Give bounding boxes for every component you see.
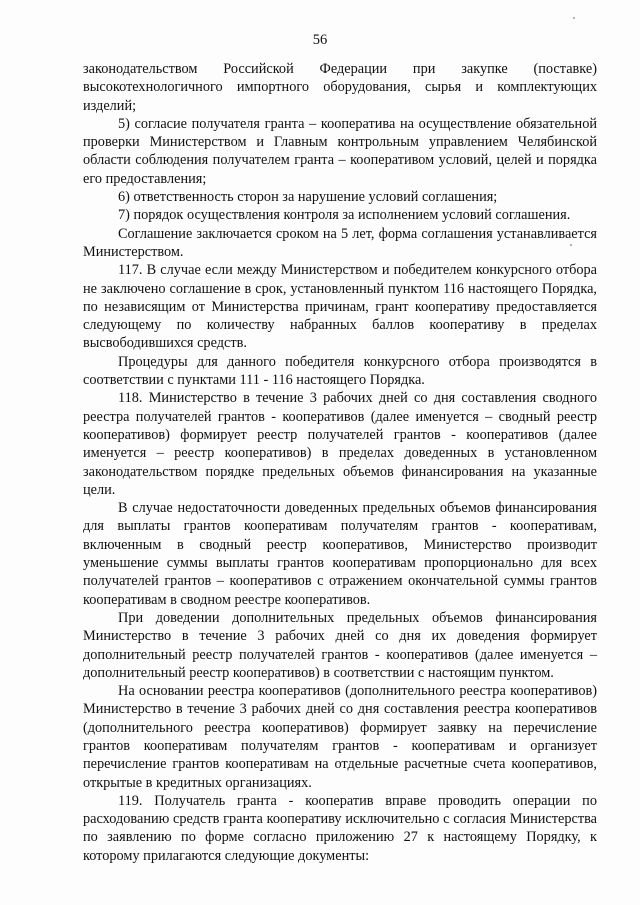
paragraph-clause-117: 117. В случае если между Министерством и победителем конкурсного отбора не заключено соглашение в срок, установленный пунктом 116 настоящего Порядка, по независящим от Министерства причинам, грант кооперативу предоставляется следующему по количеству набранных баллов кооперативу в пределах высвободившихся средств.	[83, 262, 597, 352]
paragraph-insufficient-funding: В случае недостаточности доведенных предельных объемов финансирования для выплаты грантов кооперативам получателям грантов - кооперативам, включенным в сводный реестр кооперативов, Министерство производит уменьшение суммы выплаты грантов кооперативам пропорционально для всех получателей грантов – кооперативов с отражением окончательной суммы грантов кооперативам в сводном реестре кооперативов.	[83, 500, 597, 608]
paragraph-agreement-term: Соглашение заключается сроком на 5 лет, форма соглашения устанавливается Министерством.	[83, 225, 597, 260]
paragraph-registry-basis: На основании реестра кооперативов (дополнительного реестра кооперативов) Министерство в течение 3 рабочих дней со дня составления реестра кооперативов (дополнительного реестра кооперативов) формирует заявку на перечисление грантов кооперативам получателям грантов - кооперативам и организует перечисление грантов кооперативам на отдельные расчетные счета кооперативов, открытые в кредитных организациях.	[83, 683, 597, 791]
scan-speck	[573, 17, 575, 19]
page-number: 56	[312, 32, 328, 48]
paragraph-item-7: 7) порядок осуществления контроля за исполнением условий соглашения.	[118, 207, 571, 224]
paragraph-item-5: 5) согласие получателя гранта – кооператива на осуществление обязательной проверки Министерством и Главным контрольным управлением Челябинской области соблюдения получателем гранта – кооперативом условий, целей и порядка его предоставления;	[83, 115, 597, 187]
paragraph-clause-118: 118. Министерство в течение 3 рабочих дней со дня составления сводного реестра получателей грантов - кооперативов (далее именуется – сводный реестр кооперативов) формирует реестр получателей грантов - кооперативов (далее именуется – реестр кооперативов) в пределах доведенных в установленном законодательством порядке предельных объемов финансирования на указанные цели.	[83, 390, 597, 498]
paragraph-item-6: 6) ответственность сторон за нарушение условий соглашения;	[118, 189, 498, 206]
paragraph-continuation: законодательством Российской Федерации при закупке (поставке) высокотехнологичного импортного оборудования, сырья и комплектующих изделий;	[83, 61, 597, 114]
document-body	[83, 60, 597, 865]
paragraph-clause-119: 119. Получатель гранта - кооператив вправе проводить операции по расходованию средств гранта кооперативу исключительно с согласия Министерства по заявлению по форме согласно приложению 27 к настоящему Порядку, к которому прилагаются следующие документы:	[83, 792, 597, 864]
paragraph-additional-funding: При доведении дополнительных предельных объемов финансирования Министерство в течение 3 рабочих дней со дня их доведения формирует дополнительный реестр получателей грантов - кооперативов (далее именуется – дополнительный реестр кооперативов) в соответствии с настоящим пунктом.	[83, 609, 597, 681]
paragraph-procedures: Процедуры для данного победителя конкурсного отбора производятся в соответствии с пунктами 111 - 116 настоящего Порядка.	[83, 353, 597, 389]
